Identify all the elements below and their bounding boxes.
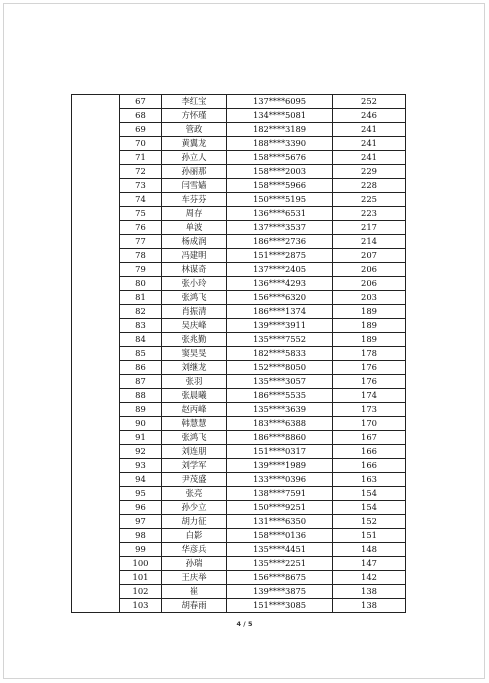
score-cell: 207 xyxy=(333,249,406,263)
rank-number-cell: 76 xyxy=(120,221,162,235)
phone-cell: 139****1989 xyxy=(227,459,333,473)
score-cell: 228 xyxy=(333,179,406,193)
table-row xyxy=(72,599,406,613)
ranking-table xyxy=(71,94,406,613)
table-row xyxy=(72,417,406,431)
table-row xyxy=(72,193,406,207)
rank-number-cell: 98 xyxy=(120,529,162,543)
table-row xyxy=(72,151,406,165)
phone-cell: 186****8860 xyxy=(227,431,333,445)
phone-cell: 156****6320 xyxy=(227,291,333,305)
rank-number-cell: 80 xyxy=(120,277,162,291)
name-cell: 张鸿飞 xyxy=(162,431,227,445)
phone-cell: 156****8675 xyxy=(227,571,333,585)
rank-number-cell: 102 xyxy=(120,585,162,599)
table-row xyxy=(72,459,406,473)
phone-cell: 137****6095 xyxy=(227,95,333,109)
score-cell: 225 xyxy=(333,193,406,207)
name-cell: 胡春雨 xyxy=(162,599,227,613)
name-cell: 杨成润 xyxy=(162,235,227,249)
score-cell: 252 xyxy=(333,95,406,109)
name-cell: 单波 xyxy=(162,221,227,235)
score-cell: 147 xyxy=(333,557,406,571)
score-cell: 203 xyxy=(333,291,406,305)
name-cell: 黄翼龙 xyxy=(162,137,227,151)
phone-cell: 136****4293 xyxy=(227,277,333,291)
table-row xyxy=(72,319,406,333)
table-row xyxy=(72,487,406,501)
score-cell: 189 xyxy=(333,319,406,333)
name-cell: 孙丽那 xyxy=(162,165,227,179)
name-cell: 李红宝 xyxy=(162,95,227,109)
rank-number-cell: 99 xyxy=(120,543,162,557)
table-row xyxy=(72,95,406,109)
table-row xyxy=(72,249,406,263)
rank-number-cell: 85 xyxy=(120,347,162,361)
phone-cell: 152****8050 xyxy=(227,361,333,375)
rank-number-cell: 77 xyxy=(120,235,162,249)
table-row xyxy=(72,403,406,417)
table-row xyxy=(72,277,406,291)
table-row xyxy=(72,543,406,557)
page-number: 4 / 5 xyxy=(236,620,253,628)
score-cell: 154 xyxy=(333,487,406,501)
phone-cell: 135****4451 xyxy=(227,543,333,557)
phone-cell: 133****0396 xyxy=(227,473,333,487)
table-row xyxy=(72,431,406,445)
score-cell: 217 xyxy=(333,221,406,235)
score-cell: 166 xyxy=(333,459,406,473)
rank-number-cell: 87 xyxy=(120,375,162,389)
name-cell: 闫雪嫱 xyxy=(162,179,227,193)
table-row xyxy=(72,375,406,389)
rank-number-cell: 70 xyxy=(120,137,162,151)
name-cell: 白影 xyxy=(162,529,227,543)
score-cell: 148 xyxy=(333,543,406,557)
name-cell: 刘继龙 xyxy=(162,361,227,375)
rank-number-cell: 75 xyxy=(120,207,162,221)
score-cell: 206 xyxy=(333,277,406,291)
rank-number-cell: 97 xyxy=(120,515,162,529)
phone-cell: 158****5676 xyxy=(227,151,333,165)
rank-number-cell: 95 xyxy=(120,487,162,501)
name-cell: 赵丙峰 xyxy=(162,403,227,417)
phone-cell: 139****3911 xyxy=(227,319,333,333)
name-cell: 林谋奇 xyxy=(162,263,227,277)
table-row xyxy=(72,291,406,305)
score-cell: 223 xyxy=(333,207,406,221)
phone-cell: 186****5535 xyxy=(227,389,333,403)
rank-number-cell: 100 xyxy=(120,557,162,571)
table-row xyxy=(72,473,406,487)
phone-cell: 138****7591 xyxy=(227,487,333,501)
table-row xyxy=(72,333,406,347)
score-cell: 241 xyxy=(333,123,406,137)
table-row xyxy=(72,165,406,179)
score-cell: 241 xyxy=(333,151,406,165)
score-cell: 166 xyxy=(333,445,406,459)
table-row xyxy=(72,347,406,361)
table-row xyxy=(72,207,406,221)
score-cell: 229 xyxy=(333,165,406,179)
name-cell: 胡力征 xyxy=(162,515,227,529)
name-cell: 张小玲 xyxy=(162,277,227,291)
table-row xyxy=(72,235,406,249)
rank-number-cell: 69 xyxy=(120,123,162,137)
rank-number-cell: 89 xyxy=(120,403,162,417)
name-cell: 冯建明 xyxy=(162,249,227,263)
name-cell: 孙立人 xyxy=(162,151,227,165)
rank-number-cell: 94 xyxy=(120,473,162,487)
score-cell: 154 xyxy=(333,501,406,515)
rank-number-cell: 71 xyxy=(120,151,162,165)
name-cell: 张鸿飞 xyxy=(162,291,227,305)
rank-number-cell: 68 xyxy=(120,109,162,123)
table-row xyxy=(72,137,406,151)
phone-cell: 137****2405 xyxy=(227,263,333,277)
table-row xyxy=(72,123,406,137)
phone-cell: 135****3639 xyxy=(227,403,333,417)
name-cell: 崔 xyxy=(162,585,227,599)
phone-cell: 151****2875 xyxy=(227,249,333,263)
score-cell: 176 xyxy=(333,361,406,375)
rank-number-cell: 67 xyxy=(120,95,162,109)
rank-number-cell: 92 xyxy=(120,445,162,459)
rank-number-cell: 83 xyxy=(120,319,162,333)
phone-cell: 158****2003 xyxy=(227,165,333,179)
name-cell: 华彦兵 xyxy=(162,543,227,557)
phone-cell: 186****1374 xyxy=(227,305,333,319)
table-row xyxy=(72,571,406,585)
rank-number-cell: 96 xyxy=(120,501,162,515)
phone-cell: 158****0136 xyxy=(227,529,333,543)
phone-cell: 134****5081 xyxy=(227,109,333,123)
score-cell: 151 xyxy=(333,529,406,543)
phone-cell: 136****6531 xyxy=(227,207,333,221)
name-cell: 周存 xyxy=(162,207,227,221)
name-cell: 吴庆峰 xyxy=(162,319,227,333)
score-cell: 246 xyxy=(333,109,406,123)
rank-number-cell: 101 xyxy=(120,571,162,585)
score-cell: 167 xyxy=(333,431,406,445)
phone-cell: 139****3875 xyxy=(227,585,333,599)
name-cell: 张晨曦 xyxy=(162,389,227,403)
ranking-table-body xyxy=(72,95,406,613)
score-cell: 176 xyxy=(333,375,406,389)
phone-cell: 151****3085 xyxy=(227,599,333,613)
phone-cell: 158****5966 xyxy=(227,179,333,193)
score-cell: 138 xyxy=(333,599,406,613)
phone-cell: 182****3189 xyxy=(227,123,333,137)
phone-cell: 135****2251 xyxy=(227,557,333,571)
score-cell: 152 xyxy=(333,515,406,529)
rank-number-cell: 74 xyxy=(120,193,162,207)
score-cell: 142 xyxy=(333,571,406,585)
score-cell: 206 xyxy=(333,263,406,277)
phone-cell: 188****3390 xyxy=(227,137,333,151)
rank-number-cell: 82 xyxy=(120,305,162,319)
table-row xyxy=(72,529,406,543)
rank-number-cell: 84 xyxy=(120,333,162,347)
name-cell: 张兆勤 xyxy=(162,333,227,347)
name-cell: 刘连朋 xyxy=(162,445,227,459)
table-row xyxy=(72,585,406,599)
phone-cell: 131****6350 xyxy=(227,515,333,529)
table-row xyxy=(72,557,406,571)
score-cell: 189 xyxy=(333,333,406,347)
name-cell: 车芬芬 xyxy=(162,193,227,207)
name-cell: 韩慧慧 xyxy=(162,417,227,431)
table-row xyxy=(72,389,406,403)
name-cell: 孙瑞 xyxy=(162,557,227,571)
rank-number-cell: 78 xyxy=(120,249,162,263)
phone-cell: 137****3537 xyxy=(227,221,333,235)
name-cell: 尹茂盛 xyxy=(162,473,227,487)
table-row xyxy=(72,263,406,277)
name-cell: 窦昊旻 xyxy=(162,347,227,361)
rank-number-cell: 79 xyxy=(120,263,162,277)
rank-number-cell: 88 xyxy=(120,389,162,403)
group-cell xyxy=(72,95,120,613)
name-cell: 肖振清 xyxy=(162,305,227,319)
rank-number-cell: 81 xyxy=(120,291,162,305)
phone-cell: 135****3057 xyxy=(227,375,333,389)
rank-number-cell: 90 xyxy=(120,417,162,431)
name-cell: 刘学军 xyxy=(162,459,227,473)
name-cell: 张亮 xyxy=(162,487,227,501)
table-row xyxy=(72,501,406,515)
name-cell: 孙少立 xyxy=(162,501,227,515)
table-row xyxy=(72,305,406,319)
rank-number-cell: 73 xyxy=(120,179,162,193)
table-row xyxy=(72,361,406,375)
name-cell: 张羽 xyxy=(162,375,227,389)
table-row xyxy=(72,445,406,459)
phone-cell: 150****5195 xyxy=(227,193,333,207)
rank-number-cell: 103 xyxy=(120,599,162,613)
table-row xyxy=(72,179,406,193)
score-cell: 241 xyxy=(333,137,406,151)
name-cell: 方怀瑾 xyxy=(162,109,227,123)
table-row xyxy=(72,221,406,235)
phone-cell: 135****7552 xyxy=(227,333,333,347)
rank-number-cell: 93 xyxy=(120,459,162,473)
score-cell: 189 xyxy=(333,305,406,319)
name-cell: 管政 xyxy=(162,123,227,137)
score-cell: 173 xyxy=(333,403,406,417)
table-row xyxy=(72,109,406,123)
table-row xyxy=(72,515,406,529)
phone-cell: 182****5833 xyxy=(227,347,333,361)
phone-cell: 150****9251 xyxy=(227,501,333,515)
rank-number-cell: 86 xyxy=(120,361,162,375)
score-cell: 138 xyxy=(333,585,406,599)
phone-cell: 151****0317 xyxy=(227,445,333,459)
score-cell: 214 xyxy=(333,235,406,249)
score-cell: 178 xyxy=(333,347,406,361)
rank-number-cell: 72 xyxy=(120,165,162,179)
rank-number-cell: 91 xyxy=(120,431,162,445)
score-cell: 174 xyxy=(333,389,406,403)
score-cell: 163 xyxy=(333,473,406,487)
phone-cell: 183****6388 xyxy=(227,417,333,431)
score-cell: 170 xyxy=(333,417,406,431)
phone-cell: 186****2736 xyxy=(227,235,333,249)
name-cell: 王庆举 xyxy=(162,571,227,585)
